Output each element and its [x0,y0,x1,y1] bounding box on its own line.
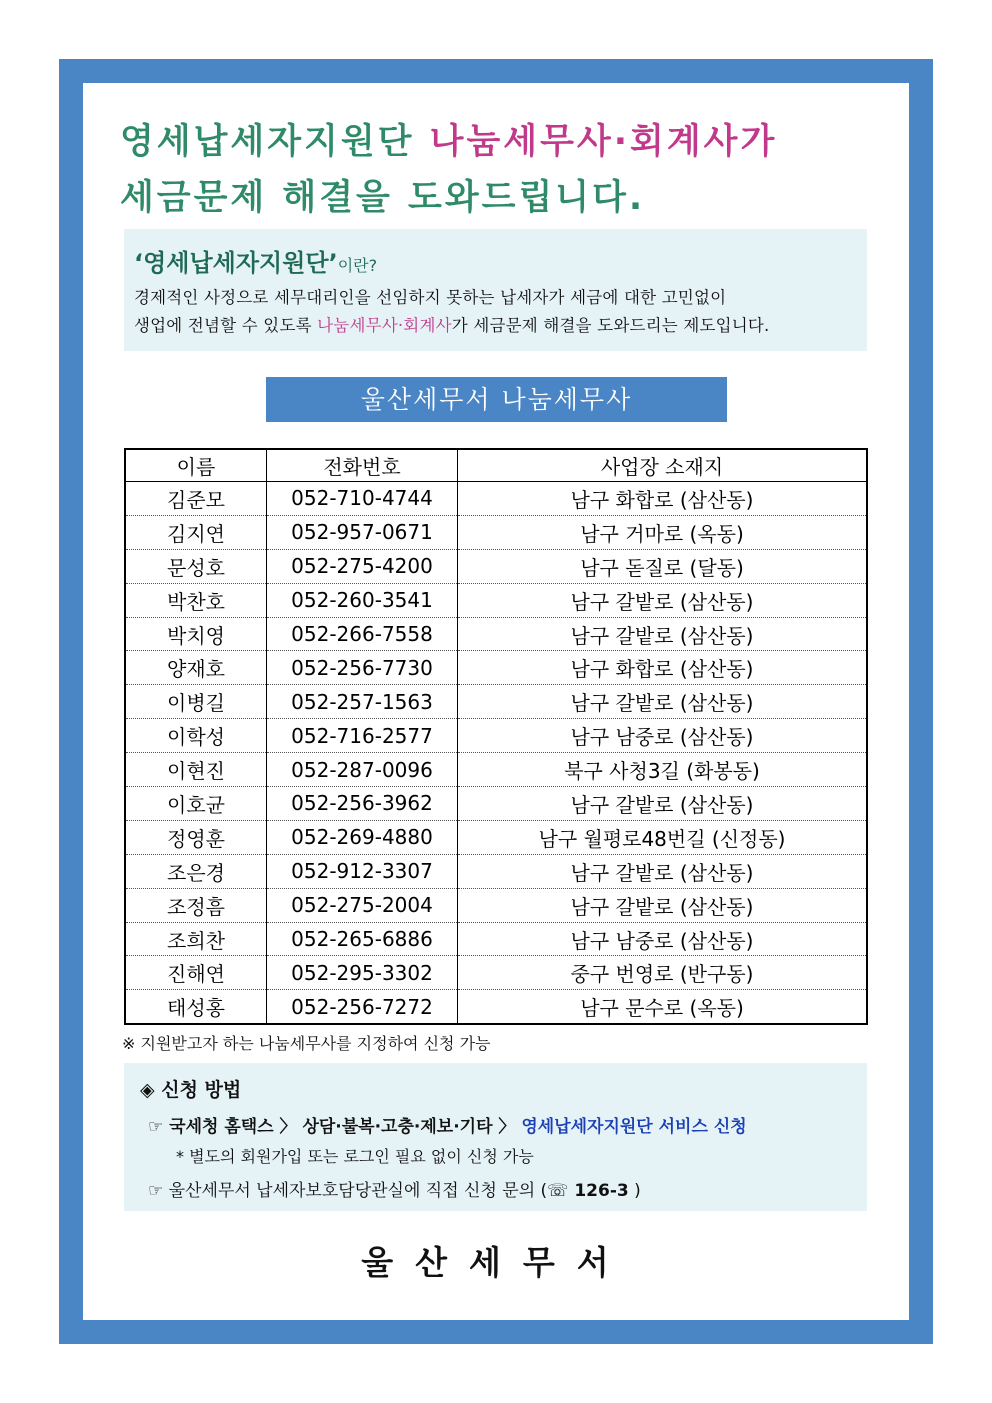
cell-phone: 052-256-7730 [267,651,458,685]
cell-phone: 052-256-3962 [267,787,458,821]
application-method-title: ◈ 신청 방법 [140,1079,242,1101]
cell-name: 박찬호 [125,583,267,617]
cell-address: 남구 갈밭로 (삼산동) [458,685,868,719]
cell-name: 이호균 [125,787,267,821]
cell-address: 남구 남중로 (삼산동) [458,922,868,956]
intro-panel [124,229,867,351]
table-row [125,482,867,516]
cell-phone: 052-256-7272 [267,990,458,1024]
table-row [125,956,867,990]
cell-phone: 052-275-2004 [267,888,458,922]
phone-number: ☏ 126-3 [547,1181,629,1201]
cell-name: 진해연 [125,956,267,990]
cell-name: 박치영 [125,617,267,651]
cell-phone: 052-269-4880 [267,820,458,854]
table-row [125,549,867,583]
cell-address: 남구 갈밭로 (삼산동) [458,617,868,651]
table-row [125,888,867,922]
cell-address: 남구 갈밭로 (삼산동) [458,787,868,821]
table-row [125,820,867,854]
cell-phone: 052-260-3541 [267,583,458,617]
intro-description-line1: 경제적인 사정으로 세무대리인을 선임하지 못하는 납세자가 세금에 대한 고민없이 [134,288,727,307]
cell-name: 김준모 [167,487,225,512]
cell-phone: 052-912-3307 [267,854,458,888]
table-row [125,990,867,1024]
cell-name: 이학성 [125,719,267,753]
intro-line2-pink: 나눔세무사·회계사 [317,316,452,335]
cell-address: 남구 갈밭로 (삼산동) [458,583,868,617]
cell-name: 이현진 [125,753,267,787]
cell-phone: 052-266-7558 [267,617,458,651]
table-row [125,854,867,888]
cell-phone: 052-716-2577 [267,719,458,753]
cell-phone: 052-257-1563 [267,685,458,719]
cell-name: 조정흠 [125,888,267,922]
cell-address: 남구 갈밭로 (삼산동) [458,854,868,888]
cell-address: 중구 번영로 (반구동) [458,956,868,990]
headline-pink-text: 나눔세무사·회계사가 [429,122,778,162]
hometax-path-text: ☞ 국세청 홈택스 〉 상담·불복·고충·제보·기타 〉 [148,1117,516,1137]
table-row [125,685,867,719]
cell-name: 김지연 [125,515,267,549]
cell-phone: 052-957-0671 [267,515,458,549]
table-row [125,719,867,753]
headline-green-text: 영세납세자지원단 [120,122,415,162]
table-row [125,583,867,617]
table-row [125,753,867,787]
cell-address: 남구 화합로 (삼산동) [458,651,868,685]
headline-line2: 세금문제 해결을 도와드립니다. [120,178,646,218]
cell-name: 이병길 [125,685,267,719]
cell-address: 남구 갈밭로 (삼산동) [458,888,868,922]
cell-address: 남구 거마로 (옥동) [458,515,868,549]
cell-name: 조희찬 [125,922,267,956]
cell-name: 문성호 [125,549,267,583]
table-row [125,787,867,821]
cell-name: 조은경 [125,854,267,888]
cell-address: 남구 문수로 (옥동) [458,990,868,1024]
cell-address: 북구 사청3길 (화봉동) [458,753,868,787]
section-banner: 울산세무서 나눔세무사 [266,377,727,422]
cell-name: 태성홍 [125,990,267,1024]
header-phone: 전화번호 [267,449,458,482]
cell-address: 남구 화합로 (삼산동) [458,482,868,516]
intro-description-line2 [134,312,769,336]
cell-address: 남구 돋질로 (달동) [458,549,868,583]
application-method-panel [124,1063,867,1211]
advisor-table [124,448,868,1025]
cell-address: 남구 남중로 (삼산동) [458,719,868,753]
cell-name: 양재호 [125,651,267,685]
cell-phone: 052-287-0096 [267,753,458,787]
intro-line2-pre: 생업에 전념할 수 있도록 [134,316,318,335]
table-header-row [125,449,867,482]
cell-name: 정영훈 [125,820,267,854]
no-login-note: * 별도의 회원가입 또는 로그인 필요 없이 신청 가능 [176,1147,534,1166]
intro-line2-post: 가 세금문제 해결을 도와드리는 제도입니다. [451,316,770,335]
header-name: 이름 [125,449,267,482]
cell-phone: 052-275-4200 [267,549,458,583]
cell-phone: 052-710-4744 [267,482,458,516]
table-row [125,617,867,651]
intro-title-main: ‘영세납세자지원단’ [134,249,338,277]
office-name: 울산세무서 [361,1243,631,1282]
headline-line1 [120,114,777,164]
header-address: 사업장 소재지 [458,449,868,482]
hometax-path [148,1112,747,1137]
intro-title [134,243,377,278]
hometax-service-link[interactable]: 영세납세자지원단 서비스 신청 [521,1117,747,1137]
cell-address: 남구 월평로48번길 (신정동) [458,820,868,854]
cell-phone: 052-265-6886 [267,922,458,956]
direct-inquiry [148,1176,641,1201]
table-row [125,651,867,685]
intro-title-suffix: 이란? [337,256,378,275]
direct-inquiry-text: ☞ 울산세무서 납세자보호담당관실에 직접 신청 문의 ( [148,1181,548,1201]
table-row [125,515,867,549]
cell-phone: 052-295-3302 [267,956,458,990]
footnote: ※ 지원받고자 하는 나눔세무사를 지정하여 신청 가능 [122,1034,491,1053]
table-row [125,922,867,956]
direct-inquiry-close: ) [628,1181,641,1201]
